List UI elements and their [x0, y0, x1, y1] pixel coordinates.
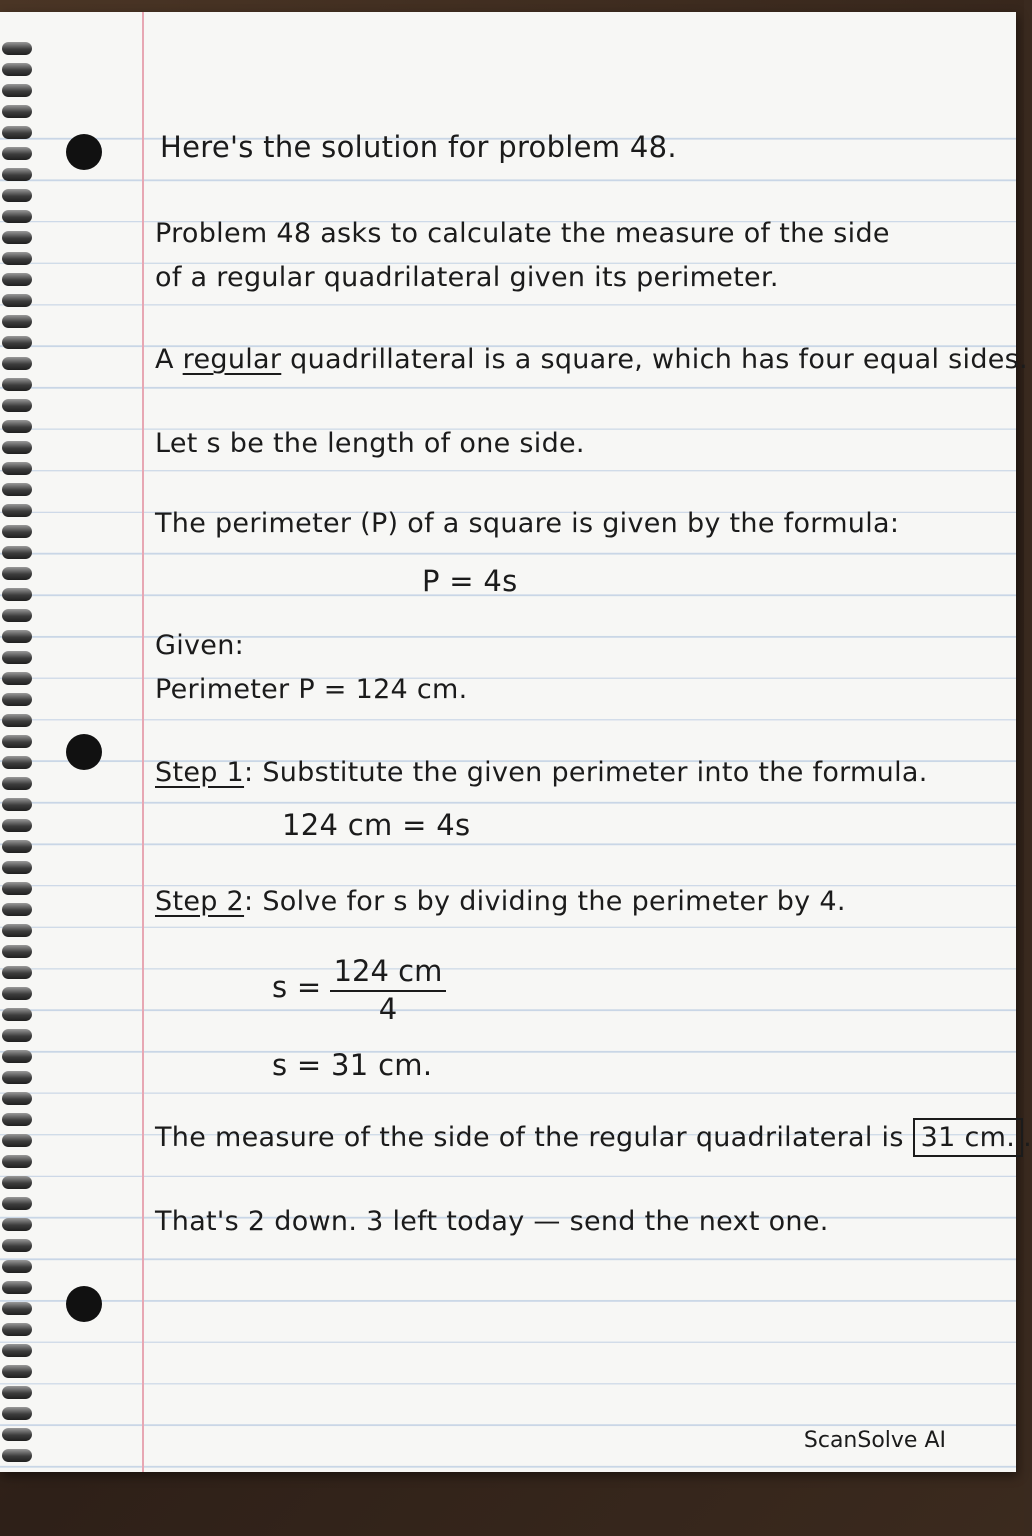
punch-hole: [66, 1286, 102, 1322]
definition-underlined-word: regular: [182, 344, 282, 375]
spiral-coil: [2, 1260, 32, 1273]
definition-suffix: quadrillateral is a square, which has four equal sides.: [281, 344, 1028, 375]
formula: P = 4s: [422, 564, 518, 598]
definition-prefix: A: [155, 344, 183, 375]
spiral-coil: [2, 1050, 32, 1063]
spiral-coil: [2, 357, 32, 370]
spiral-coil: [2, 1428, 32, 1441]
spiral-coil: [2, 987, 32, 1000]
spiral-coil: [2, 231, 32, 244]
spiral-coil: [2, 504, 32, 517]
spiral-coil: [2, 588, 32, 601]
spiral-coil: [2, 1029, 32, 1042]
problem-line-2: of a regular quadrilateral given its perimeter.: [155, 262, 779, 293]
spiral-coil: [2, 1134, 32, 1147]
spiral-coil: [2, 567, 32, 580]
step-1-label: Step 1: [155, 757, 245, 788]
spiral-coil: [2, 1239, 32, 1252]
spiral-coil: [2, 1407, 32, 1420]
step-1-equation: 124 cm = 4s: [282, 808, 471, 842]
closing-line: That's 2 down. 3 left today — send the next one.: [155, 1206, 829, 1237]
spiral-coil: [2, 882, 32, 895]
spiral-coil: [2, 651, 32, 664]
spiral-coil: [2, 1008, 32, 1021]
step-2-description: Solve for s by dividing the perimeter by 4.: [262, 886, 846, 917]
spiral-coil: [2, 1071, 32, 1084]
spiral-coil: [2, 630, 32, 643]
spiral-binding: [0, 42, 34, 1472]
step-2-result: s = 31 cm.: [272, 1048, 433, 1082]
spiral-coil: [2, 483, 32, 496]
step-2-label: Step 2: [155, 886, 245, 917]
definition-line: [155, 344, 1028, 375]
boxed-answer: 31 cm.: [913, 1118, 1023, 1157]
spiral-coil: [2, 777, 32, 790]
step-2-colon: :: [244, 886, 263, 917]
spiral-coil: [2, 1449, 32, 1462]
conclusion-period: .: [1023, 1122, 1032, 1153]
fraction: [330, 954, 446, 1026]
spiral-coil: [2, 861, 32, 874]
spiral-coil: [2, 756, 32, 769]
spiral-coil: [2, 1197, 32, 1210]
spiral-coil: [2, 735, 32, 748]
spiral-coil: [2, 84, 32, 97]
spiral-coil: [2, 105, 32, 118]
spiral-coil: [2, 441, 32, 454]
spiral-coil: [2, 945, 32, 958]
conclusion-line: [155, 1122, 1032, 1153]
spiral-coil: [2, 924, 32, 937]
spiral-coil: [2, 798, 32, 811]
punch-hole: [66, 734, 102, 770]
spiral-coil: [2, 336, 32, 349]
spiral-coil: [2, 525, 32, 538]
spiral-coil: [2, 273, 32, 286]
spiral-coil: [2, 546, 32, 559]
spiral-coil: [2, 189, 32, 202]
fraction-lhs: s =: [272, 970, 322, 1004]
spiral-coil: [2, 399, 32, 412]
spiral-coil: [2, 693, 32, 706]
spiral-coil: [2, 315, 32, 328]
spiral-coil: [2, 1323, 32, 1336]
conclusion-text: The measure of the side of the regular quadrilateral is: [155, 1122, 913, 1153]
spiral-coil: [2, 294, 32, 307]
spiral-coil: [2, 840, 32, 853]
intro-line: Here's the solution for problem 48.: [160, 130, 677, 164]
given-value: Perimeter P = 124 cm.: [155, 674, 468, 705]
step-1-description: Substitute the given perimeter into the formula.: [262, 757, 928, 788]
spiral-coil: [2, 1365, 32, 1378]
spiral-coil: [2, 966, 32, 979]
formula-intro-line: The perimeter (P) of a square is given by the formula:: [155, 508, 900, 539]
spiral-coil: [2, 714, 32, 727]
spiral-coil: [2, 1344, 32, 1357]
given-label: Given:: [155, 630, 245, 661]
spiral-coil: [2, 1281, 32, 1294]
spiral-coil: [2, 1218, 32, 1231]
step-1-colon: :: [244, 757, 263, 788]
spiral-coil: [2, 147, 32, 160]
spiral-coil: [2, 903, 32, 916]
let-line: Let s be the length of one side.: [155, 428, 585, 459]
spiral-coil: [2, 42, 32, 55]
spiral-coil: [2, 210, 32, 223]
spiral-coil: [2, 252, 32, 265]
problem-line-1: Problem 48 asks to calculate the measure of the side: [155, 218, 890, 249]
notebook-page: [0, 12, 1032, 1472]
punch-hole: [66, 134, 102, 170]
spiral-coil: [2, 63, 32, 76]
spiral-coil: [2, 378, 32, 391]
spiral-coil: [2, 462, 32, 475]
spiral-coil: [2, 1386, 32, 1399]
spiral-coil: [2, 1302, 32, 1315]
fraction-denominator: 4: [378, 992, 398, 1026]
fraction-numerator: 124 cm: [330, 954, 446, 992]
spiral-coil: [2, 1092, 32, 1105]
spiral-coil: [2, 819, 32, 832]
spiral-coil: [2, 1155, 32, 1168]
spiral-coil: [2, 420, 32, 433]
brand-label: ScanSolve AI: [803, 1428, 946, 1453]
step-2-line: [155, 886, 846, 917]
spiral-coil: [2, 168, 32, 181]
spiral-coil: [2, 1176, 32, 1189]
margin-line: [142, 12, 144, 1472]
spiral-coil: [2, 1113, 32, 1126]
spiral-coil: [2, 609, 32, 622]
spiral-coil: [2, 672, 32, 685]
step-1-line: [155, 757, 928, 788]
spiral-coil: [2, 126, 32, 139]
